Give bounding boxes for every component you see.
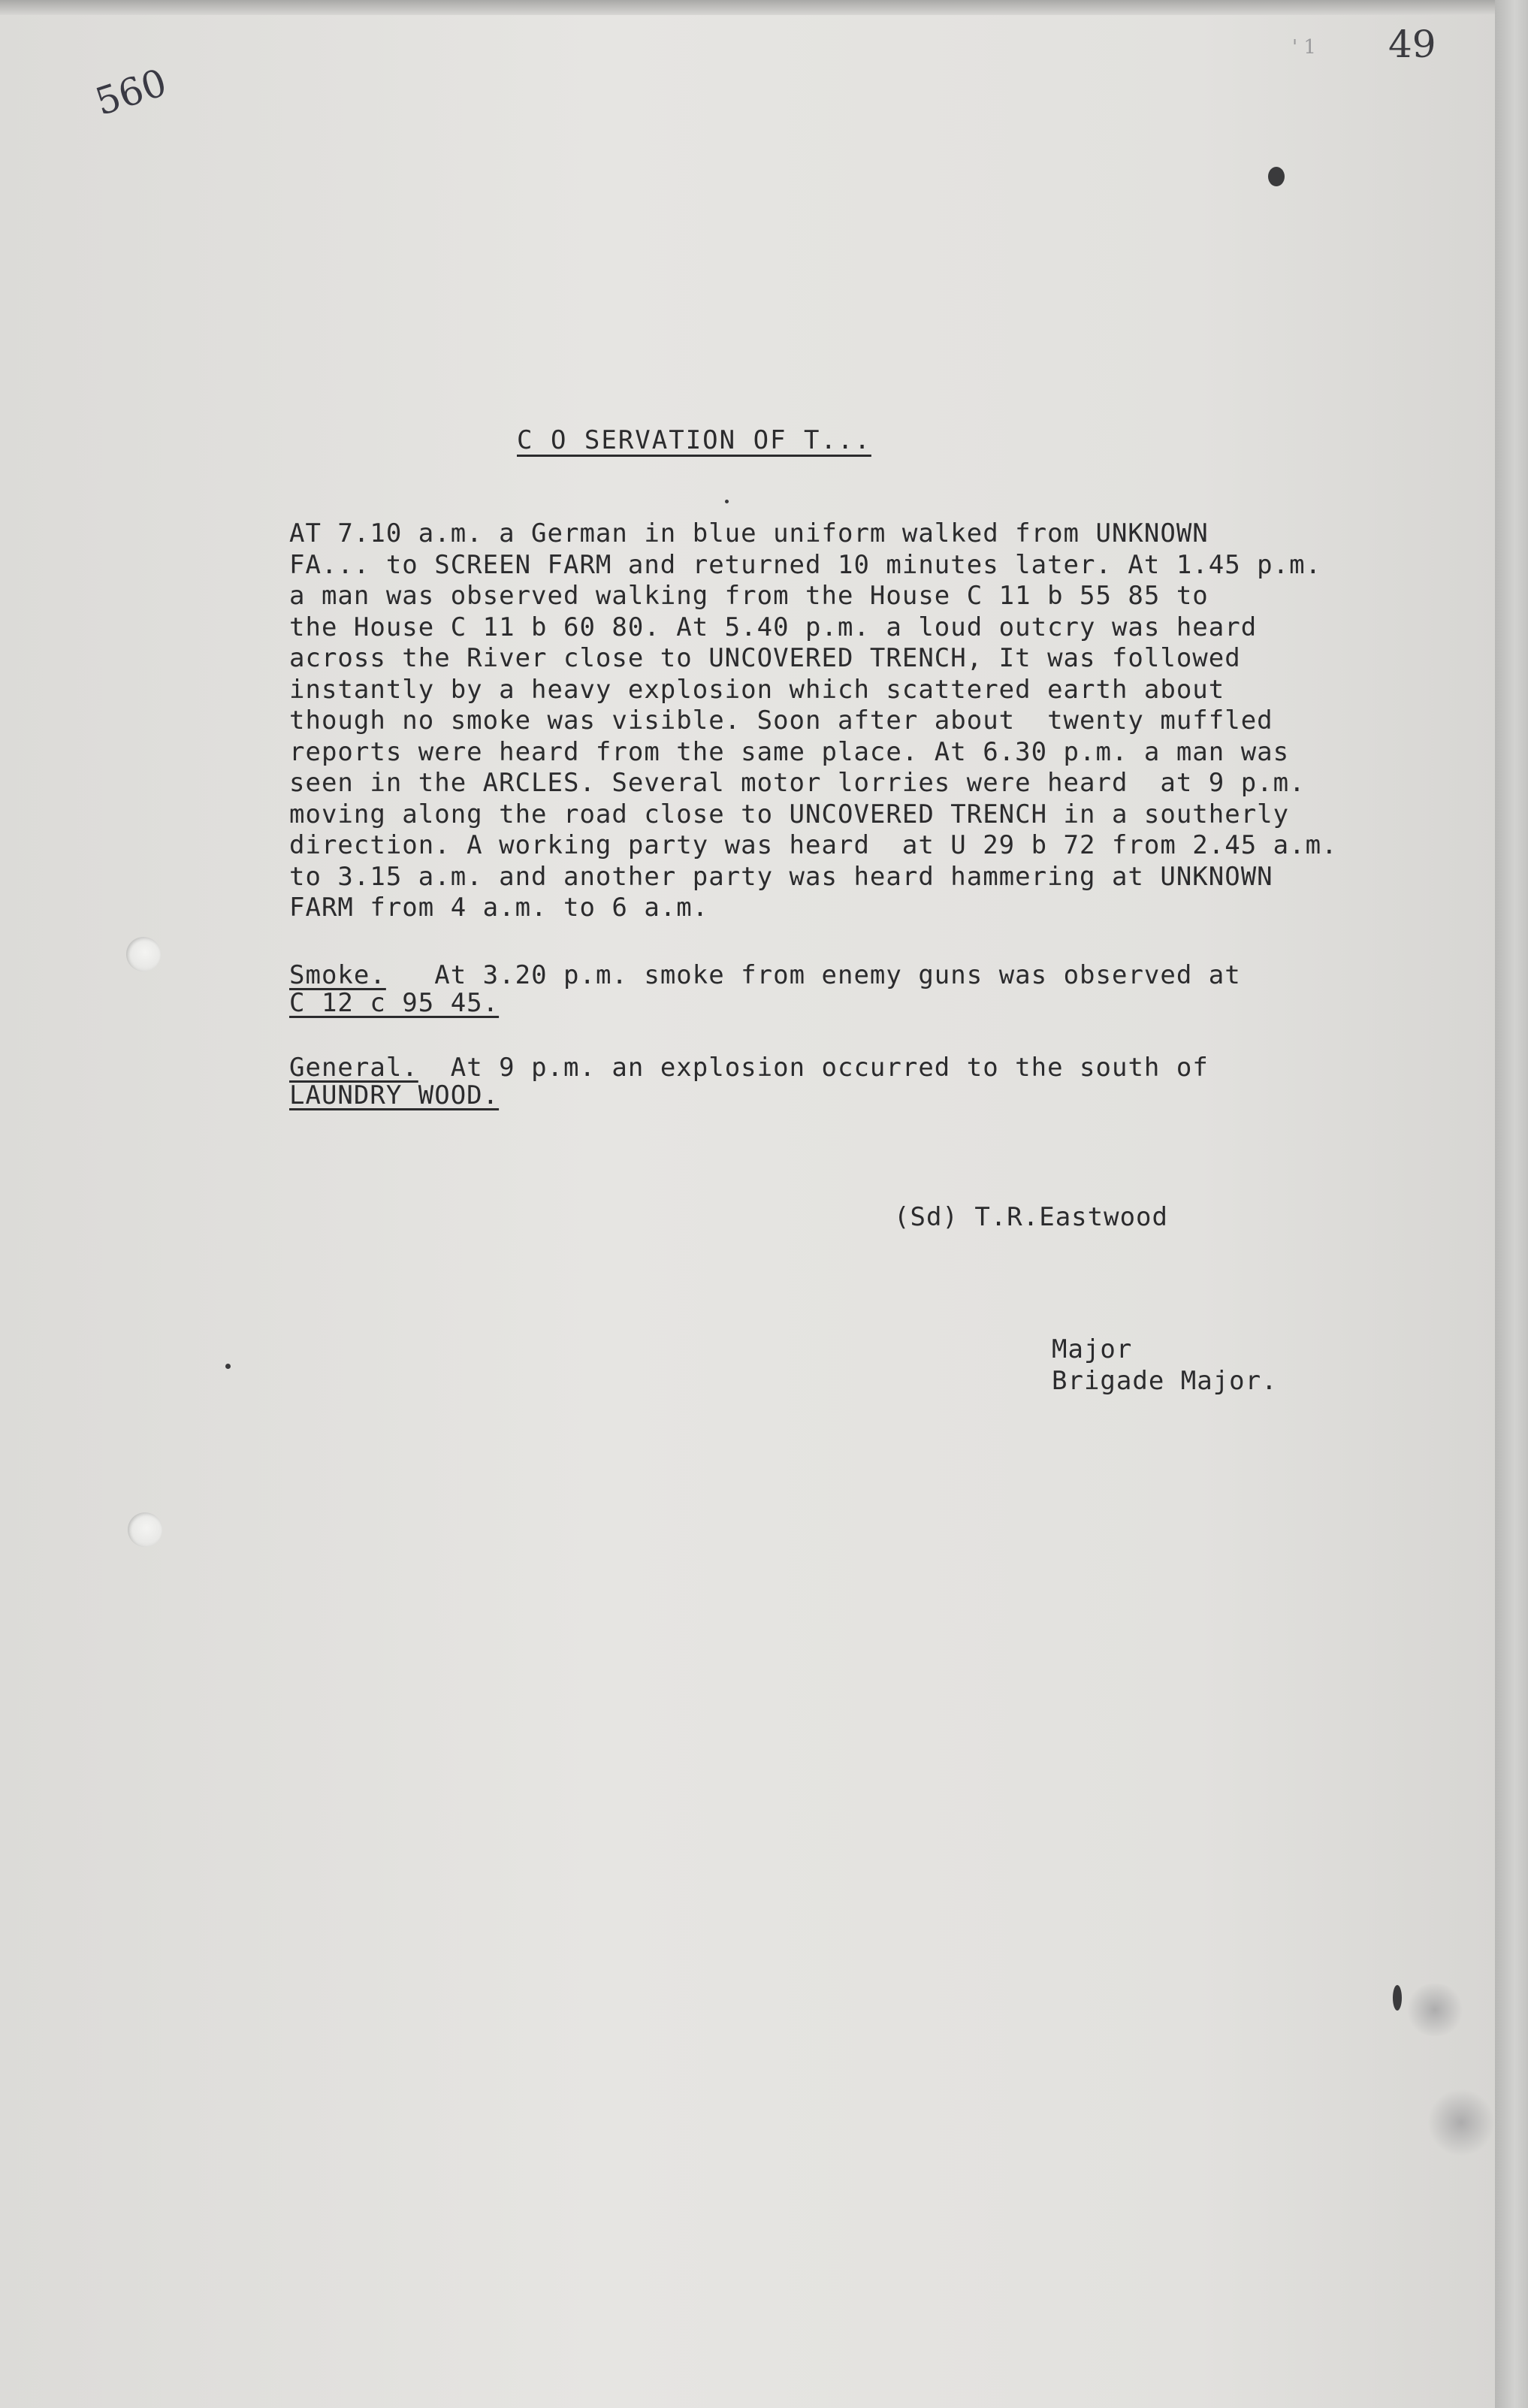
paragraph-line: across the River close to UNCOVERED TRENCH, It was followed xyxy=(289,643,1241,673)
smoke-section xyxy=(289,962,1416,1017)
paragraph-line: the House C 11 b 60 80. At 5.40 p.m. a loud outcry was heard xyxy=(289,612,1258,642)
page-right-edge xyxy=(1495,0,1528,2408)
paragraph-line: though no smoke was visible. Soon after about twenty muffled xyxy=(289,705,1273,736)
paragraph-line: to 3.15 a.m. and another party was heard hammering at UNKNOWN xyxy=(289,861,1273,892)
faint-page-mark: ' 1 xyxy=(1292,36,1316,59)
paragraph-line: instantly by a heavy explosion which scattered earth about xyxy=(289,674,1225,705)
page-number: 49 xyxy=(1388,23,1436,66)
observation-paragraph xyxy=(289,518,1484,924)
document-title: C O SERVATION OF T... xyxy=(517,425,871,455)
general-heading: General. xyxy=(289,1053,418,1083)
ink-speck xyxy=(225,1364,231,1369)
ink-speck xyxy=(1393,1985,1402,2011)
paper-smudge xyxy=(1405,1984,1465,2036)
paragraph-line: reports were heard from the same place. At 6.30 p.m. a man was xyxy=(289,736,1290,767)
rank-line-1: Major xyxy=(1052,1334,1133,1364)
paragraph-line: a man was observed walking from the House C 11 b 55 85 to xyxy=(289,581,1209,611)
general-line-2 xyxy=(289,1082,1416,1110)
punch-hole xyxy=(126,937,161,971)
general-line-1 xyxy=(289,1054,1416,1082)
paragraph-line: FARM from 4 a.m. to 6 a.m. xyxy=(289,893,709,923)
top-fold-shadow xyxy=(0,0,1495,15)
smoke-text-1: At 3.20 p.m. smoke from enemy guns was observed at xyxy=(434,960,1241,990)
smoke-text-2: C 12 c 95 45. xyxy=(289,988,500,1018)
paragraph-line: direction. A working party was heard at U 29 b 72 from 2.45 a.m. xyxy=(289,830,1338,860)
handwritten-folio-number: 560 xyxy=(90,60,172,125)
paragraph-line: FA... to SCREEN FARM and returned 10 minutes later. At 1.45 p.m. xyxy=(289,549,1322,580)
general-text-2: LAUNDRY WOOD. xyxy=(289,1080,500,1110)
smoke-line-2 xyxy=(289,989,1416,1017)
signatory-rank xyxy=(1052,1334,1278,1397)
punch-hole xyxy=(128,1512,162,1547)
paragraph-line: AT 7.10 a.m. a German in blue uniform walked from UNKNOWN xyxy=(289,518,1209,548)
general-section xyxy=(289,1054,1416,1110)
paragraph-line: seen in the ARCLES. Several motor lorries were heard at 9 p.m. xyxy=(289,768,1306,798)
paragraph-line: moving along the road close to UNCOVERED TRENCH in a southerly xyxy=(289,799,1290,829)
rank-line-2: Brigade Major. xyxy=(1052,1366,1278,1396)
general-text-1: At 9 p.m. an explosion occurred to the south of xyxy=(450,1053,1209,1083)
ink-speck xyxy=(1268,167,1285,186)
signature: (Sd) T.R.Eastwood xyxy=(894,1202,1168,1232)
smoke-line-1 xyxy=(289,962,1416,989)
smoke-heading: Smoke. xyxy=(289,960,386,990)
ink-speck xyxy=(725,500,729,503)
paper-smudge xyxy=(1427,2089,1495,2156)
